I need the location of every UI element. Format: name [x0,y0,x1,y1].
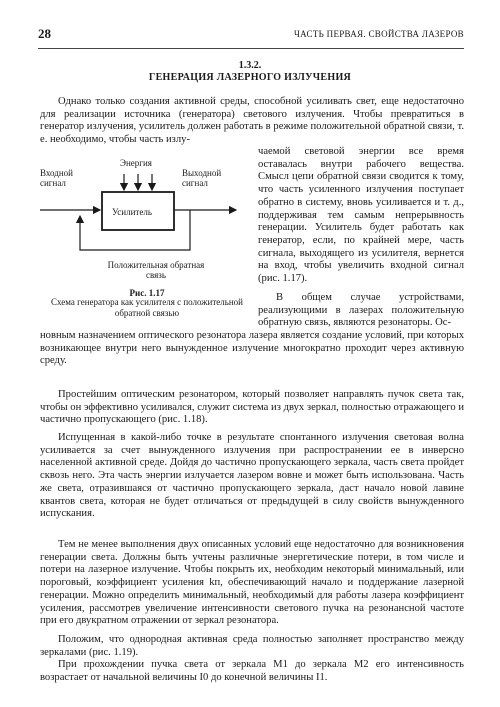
header-rule [38,48,464,49]
input-signal-label: Входной сигнал [40,168,73,188]
output-signal-label: Выходной сигнал [182,168,222,188]
figure-caption-text: Схема генератора как усилителя с положительной обратной связью [50,297,244,318]
section-title: ГЕНЕРАЦИЯ ЛАЗЕРНОГО ИЗЛУЧЕНИЯ [148,72,352,83]
paragraph-2: чаемой световой энергии все время оставалась внутри рабочего вещества. Смысл цепи обратной связи сводится к тому, что часть усиленного излучения поступает обратно в систему, вновь усиливается и т. д., поддерживая тем самым непрерывность генерации. Усилитель будет работать как генератор, если, по крайней мере, часть сигнала, выходящего из усилителя, вернется на вход, чтобы увеличить входной сигнал (рис. 1.17). [258,146,464,285]
figure-1-17 [40,150,254,322]
paragraph-6: Испущенная в какой-либо точке в результате спонтанного излучения световая волна усиливается за счет вынужденного излучения при распространении ее в инверсно населенной активной среде. Дойдя до частично пропускающего зеркала, часть света пройдет сквозь него. Эта часть энергии излучается лазером вовне и может быть использована. Часть же света, отразившаяся от частично пропускающего зеркала, даст начало новой лавине квантов света, которая не будет отличаться от предыдущей в силу свойств вынужденного испускания. [40,432,464,520]
paragraph-4: новным назначением оптического резонатора лазера является создание условий, при которых возникающее внутри него вынужденное излучение многократно проходит через активную среду. [40,330,464,367]
paragraph-1: Однако только создания активной среды, способной усиливать свет, еще недостаточно для реализации источника (генератора) светового излучения. Чтобы превратиться в генератор излучения, усилитель должен работать в режиме положительной обратной связи, т. е. необходимо, чтобы часть излу- [40,96,464,146]
section-number: 1.3.2. [238,60,262,71]
energy-label: Энергия [120,158,152,168]
figure-caption-number: Рис. 1.17 [129,288,165,298]
paragraph-3: В общем случае устройствами, реализующими в лазерах положительную обратную связь, являются резонаторы. Ос- [258,292,464,329]
page-number: 28 [38,26,51,41]
amplifier-label: Усилитель [112,207,152,217]
feedback-label: Положительная обратная связь [107,260,205,280]
running-title: ЧАСТЬ ПЕРВАЯ. СВОЙСТВА ЛАЗЕРОВ [294,29,464,39]
paragraph-8: Положим, что однородная активная среда полностью заполняет пространство между зеркалами (рис. 1.19). [40,634,464,658]
paragraph-9: При прохождении пучка света от зеркала M1 до зеркала M2 его интенсивность возрастает от начальной величины I0 до конечной величины I1. [40,659,464,683]
paragraph-7: Тем не менее выполнения двух описанных условий еще недостаточно для возникновения генерации света. Должны быть учтены различные энергетические потери, в том числе и потери на лазерное излучение. Чтобы покрыть их, необходим некоторый минимальный, или пороговый, коэффициент усиления kп, обеспечивающий начало и поддержание лазерной генерации. Можно определить минимальный, необходимый для работы лазера коэффициент усиления, рассмотрев увеличение интенсивности светового пучка на резонансной частоте при его двукратном отражении от зеркал резонатора. [40,539,464,627]
paragraph-5: Простейшим оптическим резонатором, который позволяет направлять пучок света так, чтобы он эффективно усиливался, служит система из двух зеркал, полностью отражающего и частично пропускающего (рис. 1.18). [40,389,464,426]
